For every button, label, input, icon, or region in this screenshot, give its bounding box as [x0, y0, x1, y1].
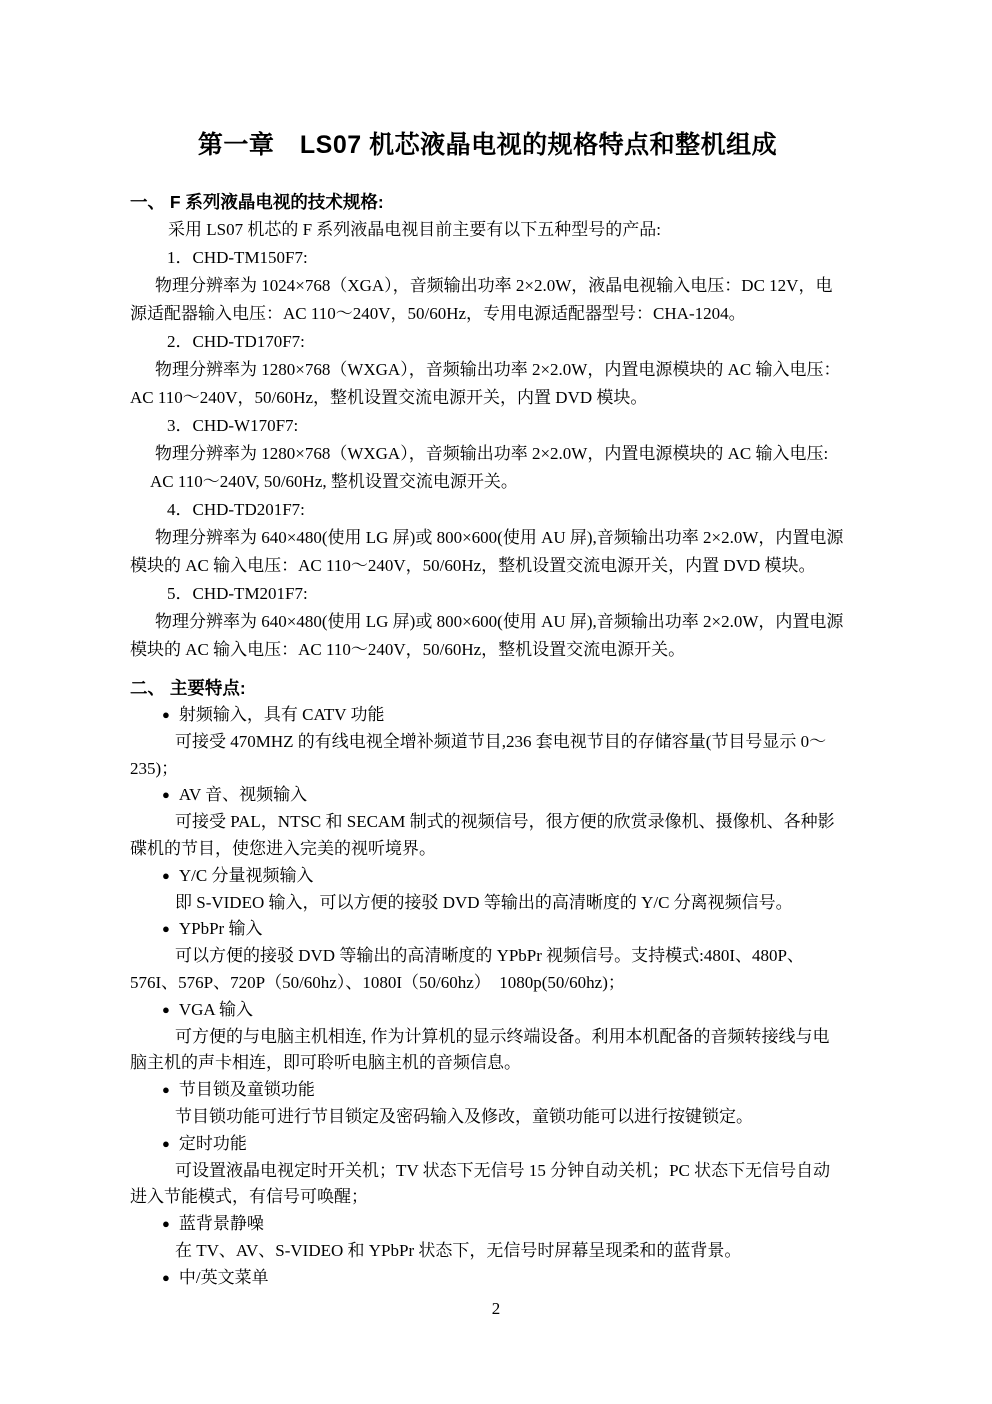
model-desc: 物理分辨率为 1280×768（WXGA），音频输出功率 2×2.0W，内置电源模块的 AC 输入电压: AC 110～240V, 50/60Hz, 整机设置交流电源开关。: [150, 444, 833, 491]
page-title: 第一章 LS07 机芯液晶电视的规格特点和整机组成: [197, 131, 778, 159]
section1-intro: 采用 LS07 机芯的 F 系列液晶电视目前主要有以下五种型号的产品:: [168, 220, 662, 239]
feature-item: [162, 863, 845, 890]
feature-title: Y/C 分量视频输入: [178, 865, 314, 885]
bullet-icon: ●: [162, 787, 170, 803]
bullet-icon: ●: [162, 1001, 170, 1017]
feature-list: [130, 702, 845, 1292]
feature-title: 节目锁及童锁功能: [178, 1080, 315, 1100]
feature-title: YPbPr 输入: [178, 919, 263, 939]
model-label: 1．CHD-TM150F7:: [167, 248, 308, 267]
bullet-icon: ●: [162, 921, 170, 937]
bullet-icon: ●: [162, 1135, 170, 1151]
model-desc: 物理分辨率为 640×480(使用 LG 屏)或 800×600(使用 AU 屏),音频输出功率 2×2.0W，内置电源模块的 AC 输入电压：AC 110～240V，50/60Hz，整机设置交流电源开关。: [130, 612, 844, 659]
bullet-icon: ●: [162, 1082, 170, 1098]
feature-item: [162, 702, 845, 729]
section1-heading: 一、 F 系列液晶电视的技术规格:: [130, 192, 384, 212]
feature-desc: 可设置液晶电视定时开关机；TV 状态下无信号 15 分钟自动关机；PC 状态下无信号自动进入节能模式，有信号可唤醒；: [130, 1160, 831, 1207]
model-label: 5．CHD-TM201F7:: [167, 584, 308, 603]
feature-desc: 可方便的与电脑主机相连, 作为计算机的显示终端设备。利用本机配备的音频转接线与电脑主机的声卡相连，即可聆听电脑主机的音频信息。: [130, 1026, 830, 1073]
bullet-icon: ●: [162, 1216, 170, 1232]
feature-title: 定时功能: [178, 1133, 247, 1153]
model-desc: 物理分辨率为 640×480(使用 LG 屏)或 800×600(使用 AU 屏),音频输出功率 2×2.0W，内置电源模块的 AC 输入电压：AC 110～240V，50/60Hz，整机设置交流电源开关，内置 DVD 模块。: [130, 528, 844, 575]
feature-item: [162, 1265, 845, 1292]
model-desc: 物理分辨率为 1024×768（XGA），音频输出功率 2×2.0W，液晶电视输入电压：DC 12V，电源适配器输入电压：AC 110～240V，50/60Hz，专用电源适配器型号：CHA-1204。: [130, 276, 833, 323]
feature-item: [162, 1211, 845, 1238]
feature-item: [162, 916, 845, 943]
feature-title: 射频输入，具有 CATV 功能: [178, 705, 385, 724]
feature-desc: 在 TV、AV、S-VIDEO 和 YPbPr 状态下，无信号时屏幕呈现柔和的蓝背景。: [175, 1240, 742, 1260]
feature-item: [162, 1077, 845, 1104]
page-number: 2: [491, 1299, 501, 1318]
feature-desc: 可接受 470MHZ 的有线电视全增补频道节目,236 套电视节目的存储容量(节目号显示 0～235)；: [130, 731, 827, 778]
model-label: 2．CHD-TD170F7:: [167, 332, 305, 351]
feature-title: VGA 输入: [178, 999, 254, 1019]
feature-desc: 即 S-VIDEO 输入，可以方便的接驳 DVD 等输出的高清晰度的 Y/C 分离视频信号。: [175, 892, 793, 912]
bullet-icon: ●: [162, 1269, 170, 1285]
feature-title: 蓝背景静噪: [178, 1214, 264, 1234]
model-label: 3．CHD-W170F7:: [167, 416, 299, 435]
feature-item: [162, 997, 845, 1024]
page-content: [130, 0, 845, 1292]
model-desc: 物理分辨率为 1280×768（WXGA），音频输出功率 2×2.0W，内置电源模块的 AC 输入电压：AC 110～240V，50/60Hz，整机设置交流电源开关，内置 DVD 模块。: [130, 360, 841, 407]
feature-item: [162, 1131, 845, 1158]
section2-heading: 二、 主要特点:: [130, 678, 246, 698]
feature-title: 中/英文菜单: [178, 1267, 269, 1287]
feature-desc: 可接受 PAL，NTSC 和 SECAM 制式的视频信号，很方便的欣赏录像机、摄像机、各种影碟机的节目，使您进入完美的视听境界。: [130, 812, 835, 858]
bullet-icon: ●: [162, 867, 170, 883]
bullet-icon: ●: [162, 707, 170, 722]
feature-desc: 节目锁功能可进行节目锁定及密码输入及修改，童锁功能可以进行按键锁定。: [175, 1106, 753, 1126]
feature-item: [162, 782, 845, 809]
feature-desc: 可以方便的接驳 DVD 等输出的高清晰度的 YPbPr 视频信号。支持模式:480I、480P、576I、576P、720P（50/60hz）、1080I（50/60hz） 1080p(50/60hz)；: [130, 946, 805, 992]
feature-title: AV 音、视频输入: [178, 785, 308, 805]
model-label: 4．CHD-TD201F7:: [167, 500, 305, 519]
